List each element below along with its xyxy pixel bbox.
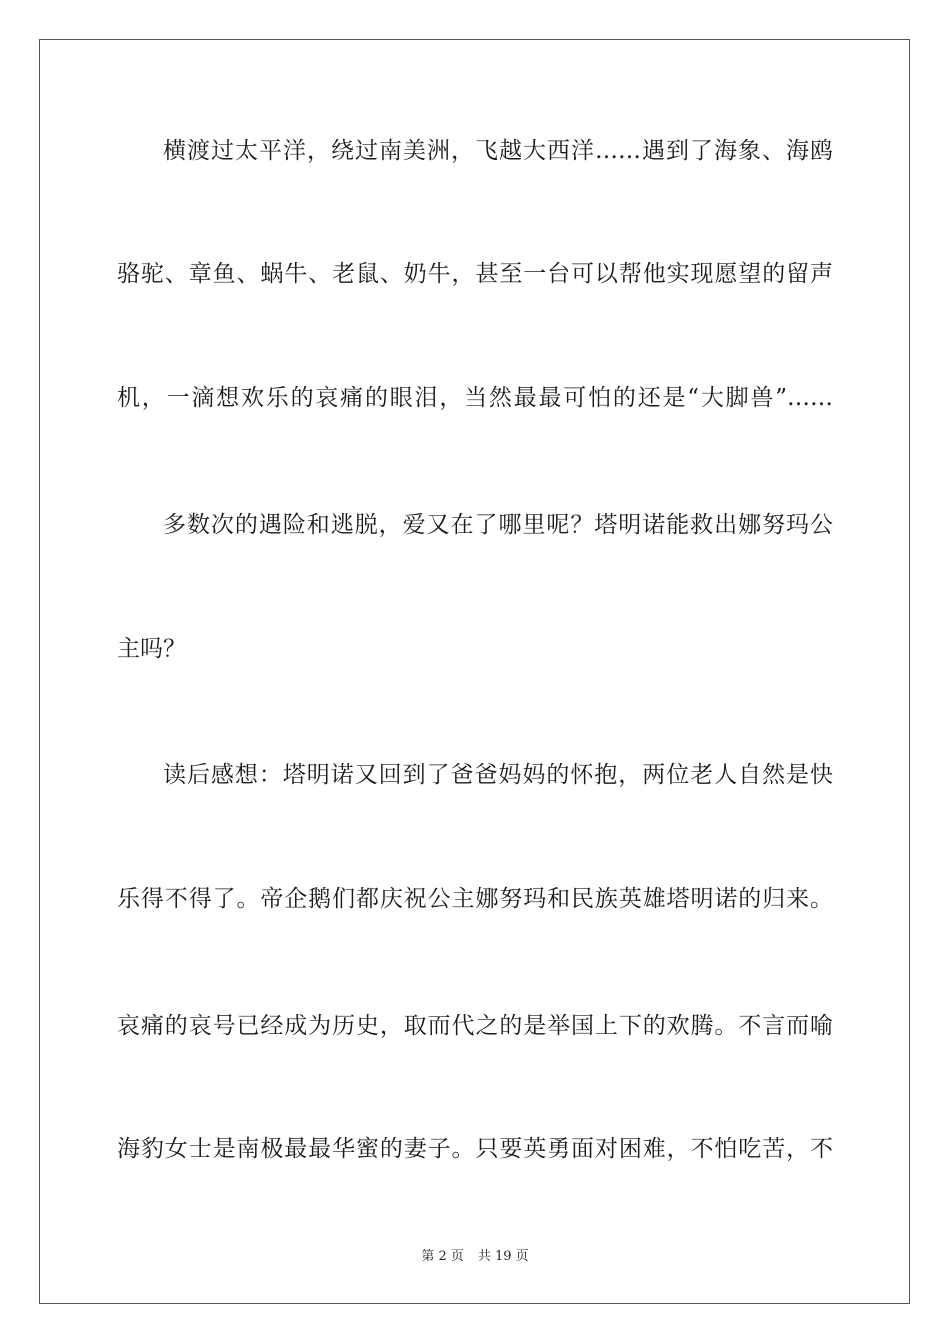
text-line-3: 机，一滴想欢乐的哀痛的眼泪，当然最最可怕的还是“大脚兽”…… <box>117 385 833 411</box>
text-line-5: 主吗？ <box>117 636 186 662</box>
text-line-6: 读后感想：塔明诺又回到了爸爸妈妈的怀抱，两位老人自然是快 <box>163 762 833 788</box>
text-line-4: 多数次的遇险和逃脱，爱又在了哪里呢？塔明诺能救出娜努玛公 <box>163 512 833 538</box>
page-frame <box>39 39 910 1304</box>
text-line-2: 骆驼、章鱼、蜗牛、老鼠、奶牛，甚至一台可以帮他实现愿望的留声 <box>117 261 833 287</box>
text-line-7: 乐得不得了。帝企鹅们都庆祝公主娜努玛和民族英雄塔明诺的归来。 <box>117 886 833 912</box>
text-line-8: 哀痛的哀号已经成为历史，取而代之的是举国上下的欢腾。不言而喻 <box>117 1013 833 1039</box>
text-line-9: 海豹女士是南极最最华蜜的妻子。只要英勇面对困难，不怕吃苦，不 <box>117 1136 833 1162</box>
page-number: 第 2 页 <box>421 1249 464 1264</box>
text-line-1: 横渡过太平洋，绕过南美洲，飞越大西洋……遇到了海象、海鸥 <box>163 138 833 164</box>
page-footer <box>0 1248 950 1266</box>
page-total: 共 19 页 <box>477 1249 529 1264</box>
